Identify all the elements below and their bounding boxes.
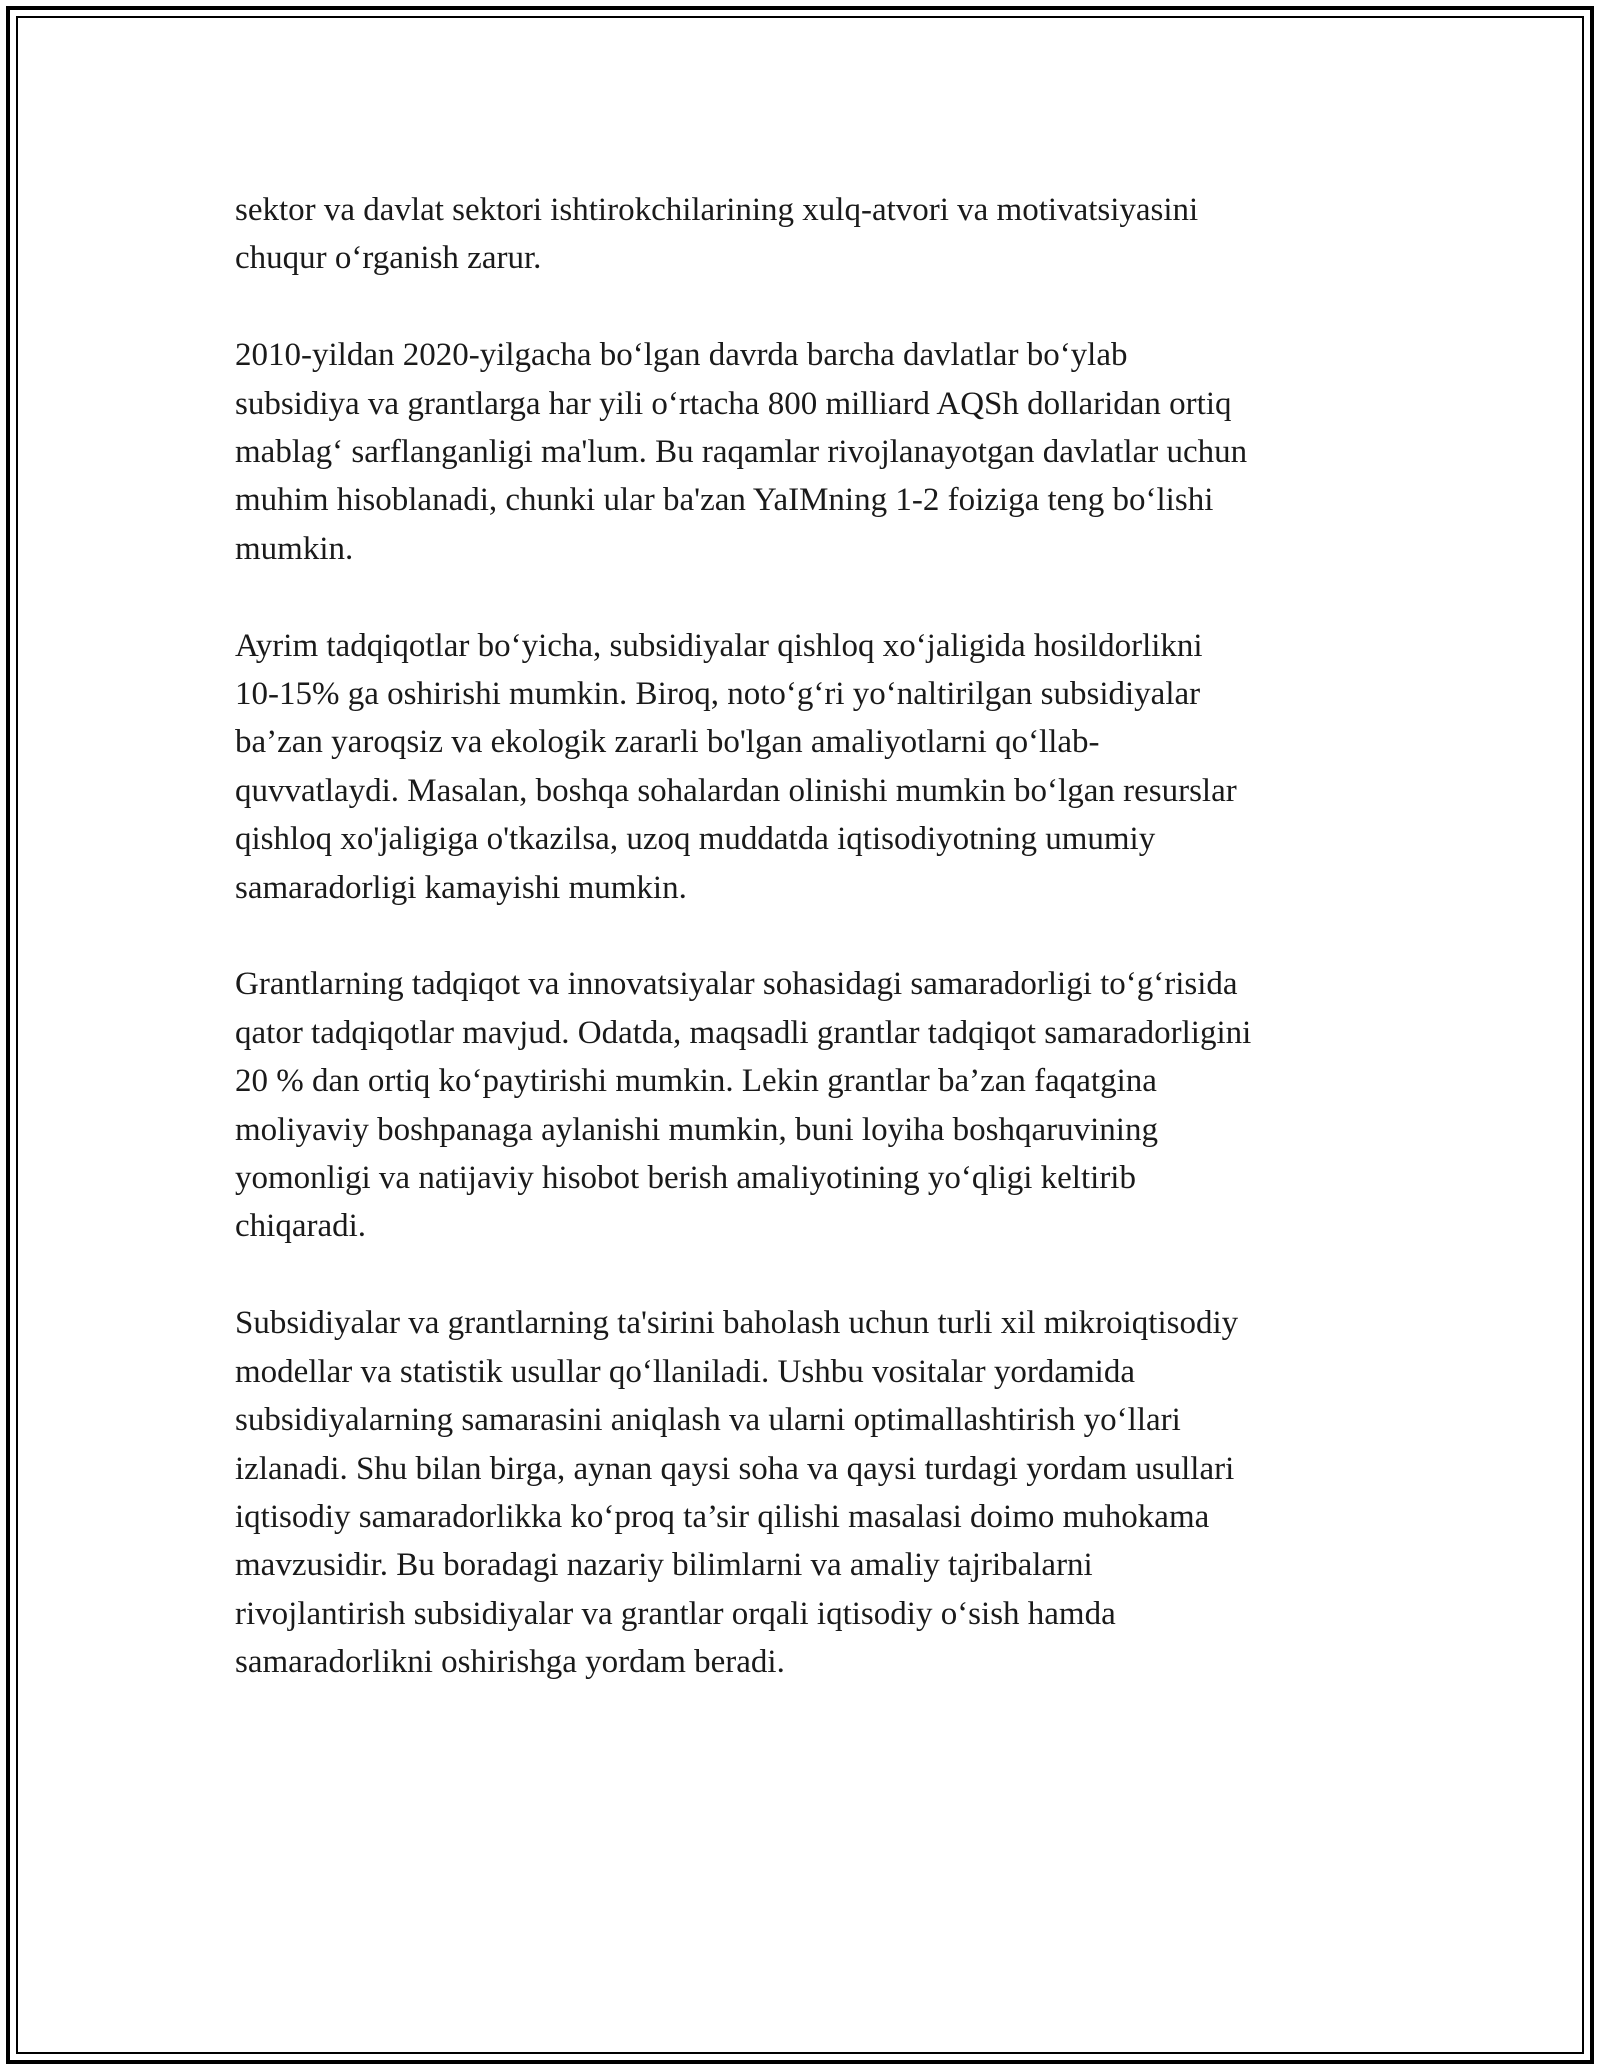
paragraph (235, 1299, 1375, 1686)
text-line: samaradorlikni oshirishga yordam beradi. (235, 1644, 785, 1681)
text-line: moliyaviy boshpanaga aylanishi mumkin, buni loyiha boshqaruvining (235, 1111, 1158, 1148)
text-line: 10-15% ga oshirishi mumkin. Biroq, notoʻgʻri yoʻnaltirilgan subsidiyalar (235, 676, 1201, 713)
text-line: 2010-yildan 2020-yilgacha boʻlgan davrda barcha davlatlar boʻylab (235, 337, 1128, 374)
paragraph (235, 186, 1375, 283)
text-line: Subsidiyalar va grantlarning ta'sirini baholash uchun turli xil mikroiqtisodiy (235, 1305, 1239, 1342)
text-line: 20 % dan ortiq koʻpaytirishi mumkin. Lekin grantlar ba’zan faqatgina (235, 1063, 1157, 1100)
text-line: Grantlarning tadqiqot va innovatsiyalar sohasidagi samaradorligi toʻgʻrisida (235, 966, 1238, 1003)
text-line: ba’zan yaroqsiz va ekologik zararli bo'lgan amaliyotlarni qoʻllab- (235, 724, 1100, 761)
text-line: sektor va davlat sektori ishtirokchilarining xulq-atvori va motivatsiyasini (235, 192, 1199, 228)
paragraph (235, 960, 1375, 1250)
text-line: samaradorligi kamayishi mumkin. (235, 869, 687, 906)
text-line: Ayrim tadqiqotlar boʻyicha, subsidiyalar qishloq xoʻjaligida hosildorlikni (235, 627, 1203, 664)
text-line: yomonligi va natijaviy hisobot berish amaliyotining yoʻqligi keltirib (235, 1160, 1136, 1197)
text-line: modellar va statistik usullar qoʻllaniladi. Ushbu vositalar yordamida (235, 1353, 1135, 1390)
text-line: quvvatlaydi. Masalan, boshqa sohalardan olinishi mumkin boʻlgan resurslar (235, 772, 1237, 809)
text-line: iqtisodiy samaradorlikka koʻproq ta’sir qilishi masalasi doimo muhokama (235, 1498, 1210, 1535)
text-line: subsidiyalarning samarasini aniqlash va ularni optimallashtirish yoʻllari (235, 1402, 1181, 1439)
text-line: mablagʻ sarflanganligi ma'lum. Bu raqamlar rivojlanayotgan davlatlar uchun (235, 434, 1248, 471)
text-line: rivojlantirish subsidiyalar va grantlar orqali iqtisodiy oʻsish hamda (235, 1595, 1116, 1632)
text-line: muhim hisoblanadi, chunki ular ba'zan YaIMning 1-2 foiziga teng boʻlishi (235, 482, 1214, 519)
paragraph (235, 622, 1375, 912)
text-line: qishloq xo'jaligiga o'tkazilsa, uzoq muddatda iqtisodiyotning umumiy (235, 821, 1156, 858)
text-line: subsidiya va grantlarga har yili oʻrtacha 800 milliard AQSh dollaridan ortiq (235, 385, 1232, 422)
text-line: mumkin. (235, 530, 354, 567)
text-line: chiqaradi. (235, 1208, 367, 1245)
paragraph (235, 331, 1375, 573)
document-body (235, 186, 1375, 1735)
text-line: mavzusidir. Bu boradagi nazariy bilimlarni va amaliy tajribalarni (235, 1547, 1093, 1584)
text-line: chuqur oʻrganish zarur. (235, 240, 542, 277)
text-line: izlanadi. Shu bilan birga, aynan qaysi soha va qaysi turdagi yordam usullari (235, 1450, 1235, 1487)
text-line: qator tadqiqotlar mavjud. Odatda, maqsadli grantlar tadqiqot samaradorligini (235, 1014, 1252, 1051)
